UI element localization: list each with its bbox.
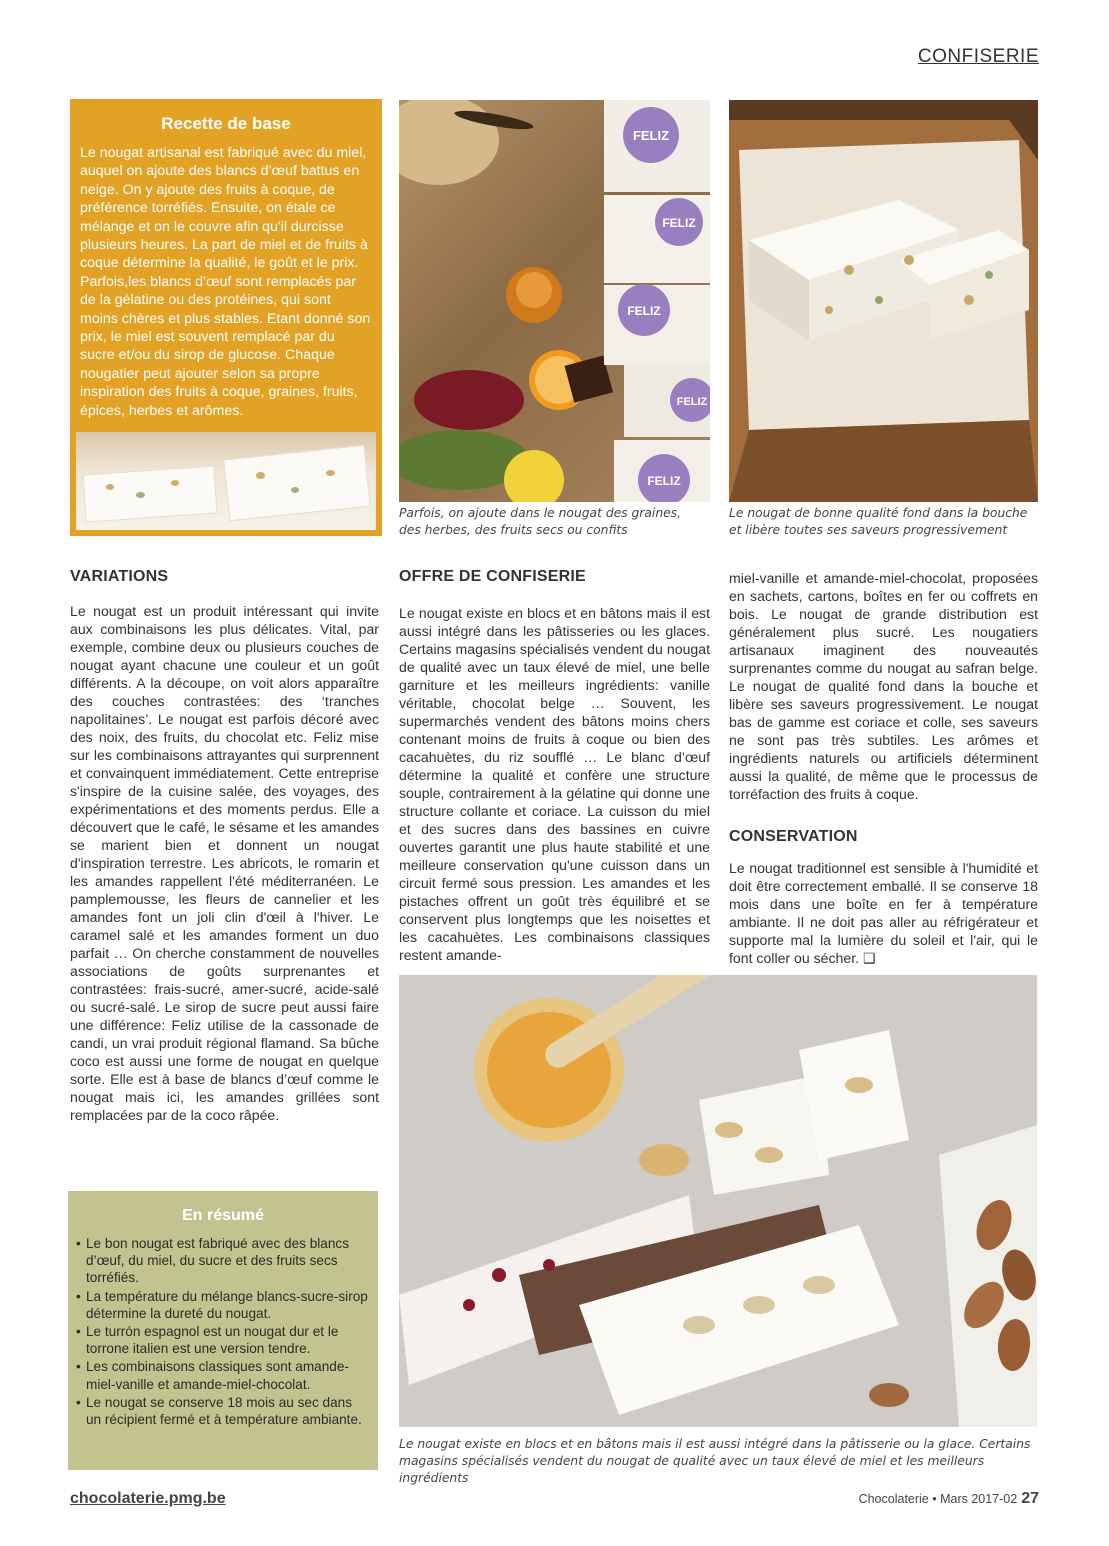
summary-item: • Les combinaisons classiques sont amande-miel-vanille et amande-miel-chocolat. (76, 1359, 349, 1392)
bullet: • (76, 1288, 81, 1304)
footer-website-link[interactable]: chocolaterie.pmg.be (70, 1490, 226, 1507)
photo2-caption: Le nougat de bonne qualité fond dans la bouche et libère toutes ses saveurs progressivement (729, 506, 1028, 537)
recipe-box (70, 99, 382, 536)
recipe-nougat-photo (76, 432, 376, 530)
end-mark: ❑ (862, 950, 876, 966)
package-label: FELIZ (627, 304, 661, 318)
ingredients-photo (399, 100, 710, 502)
package-label: FELIZ (632, 128, 670, 143)
footer-issue (859, 1490, 1039, 1508)
offre-heading: OFFRE DE CONFISERIE (399, 568, 586, 585)
recipe-title: Recette de base (161, 114, 291, 133)
bullet: • (76, 1324, 81, 1340)
bullet: • (76, 1394, 81, 1410)
variations-heading: VARIATIONS (70, 568, 169, 585)
issue-label: Chocolaterie • Mars 2017-02 (858, 1492, 1018, 1506)
summary-title: En résumé (182, 1207, 264, 1224)
summary-item: • Le nougat se conserve 18 mois au sec dans un récipient fermé et à température ambiante. (76, 1394, 362, 1428)
offre-text: Le nougat existe en blocs et en bâtons mais il est aussi intégré dans les pâtisseries ou les glaces. Certains magasins spécialisés vendent du nougat de qualité avec un taux élevé de miel, une belle garniture et les meilleurs ingrédients: vanille véritable, chocolat belge … Souvent, les supermarchés vendent des bâtons moins chers contenant moins de fruits à coque ou bien des cacahuètes, du riz soufflé … Le blanc d’œuf détermine la qualité et confère une structure souple, contrairement à la gélatine qui donne une structure collante et coriace. La cuisson du miel et des sucres dans des bassines en cuivre ouvertes garantit une plus haute stabilité et une meilleure conservation qu'une cuisson dans un circuit fermé sous pression. Les amandes et les pistaches offrent un goût très équilibré et se conservent plus longtemps que les noisettes et les cacahuètes. Les combinaisons classiques restent amande- (399, 605, 710, 963)
photo1-caption: Parfois, on ajoute dans le nougat des graines, des herbes, des fruits secs ou confits (399, 506, 681, 537)
package-label: FELIZ (662, 216, 696, 230)
summary-item: • Le bon nougat est fabriqué avec des blancs d’œuf, du miel, du sucre et des fruits secs torréfiés. (76, 1236, 350, 1286)
variations-text: Le nougat est un produit intéressant qui invite aux combinaisons les plus délicates. Vital, par exemple, combine deux ou plusieurs couches de nougat ayant chacune une couleur et un goût différents. A la découpe, on voit alors apparaître des couches contrastées: des ‘tranches napolitaines’. Le nougat est parfois décoré avec des noix, des fruits, du chocolat etc. Feliz mise sur les combinaisons attrayantes qui surprennent et convainquent immédiatement. Cette entreprise s'inspire de la cuisine salée, des voyages, des expérimentations et des moments perdus. Elle a découvert que le café, le sésame et les amandes se marient bien et donnent un nougat d'inspiration terrestre. Les abricots, le romarin et les amandes rappellent l'été méditerranéen. Le pamplemousse, les fleurs de cannelier et les amandes font un joli clin d'œil à l'hiver. Le caramel salé et les amandes forment un duo parfait … On cherche constamment de nouvelles associations de goûts surprenantes et contrastées: frais-sucré, amer-sucré, acide-salé ou sucré-salé. Le sirop de sucre peut aussi faire une différence: Feliz utilise de la cassonade de candi, un vrai produit régional flamand. Sa bûche coco est aussi une forme de nougat en quelque sorte. Elle est à base de blancs d’œuf comme le nougat mais ici, les amandes grillées sont remplacées par de la coco râpée. (70, 603, 379, 1123)
bullet: • (76, 1236, 81, 1251)
summary-item: • Le turrón espagnol est un nougat dur et le torrone italien est une version tendre. (76, 1324, 339, 1357)
summary-item: • La température du mélange blancs-sucre-sirop détermine la dureté du nougat. (76, 1288, 368, 1321)
conservation-heading: CONSERVATION (729, 828, 858, 845)
section-label: CONFISERIE (917, 46, 1039, 67)
honey-nougat-photo (399, 975, 1037, 1427)
summary-list (76, 1235, 368, 1429)
conservation-text: Le nougat traditionnel est sensible à l'humidité et doit être correctement emballé. Il se conserve 18 mois dans une boîte en fer à température ambiante. Il ne doit pas aller au réfrigérateur et supporte mal la lumière du soleil et l'air, qui le font coller ou sécher. ❑ (729, 860, 1038, 966)
package-label: FELIZ (676, 396, 708, 408)
photo3-caption: Le nougat existe en blocs et en bâtons mais il est aussi intégré dans la pâtisserie ou la glace. Certains magasins spécialisés vendent du nougat de qualité avec un taux élevé de miel et les meilleurs ingrédients (399, 1437, 1031, 1485)
offre-text-continued: miel-vanille et amande-miel-chocolat, proposées en sachets, cartons, boîtes en fer ou coffrets en bois. Le nougat de grande distribution est généralement plus sucré. Les nougatiers artisanaux imaginent des nouveautés surprenantes comme du nougat au safran belge. Le nougat de qualité fond dans la bouche et libère ses saveurs progressivement. Le nougat bas de gamme est coriace et colle, ses saveurs ne sont pas très subtiles. Les arômes et ingrédients naturels ou artificiels déterminent aussi la qualité, de même que le processus de torréfaction des fruits à coque. (729, 570, 1038, 802)
recipe-text: Le nougat artisanal est fabriqué avec du miel, auquel on ajoute des blancs d’œuf battus en neige. On y ajoute des fruits à coque, de préférence torréfiés. Ensuite, on étale ce mélange et on le couvre afin qu'il durcisse plusieurs heures. La part de miel et de fruits à coque détermine la qualité, le goût et le prix. Parfois,les blancs d’œuf sont remplacés par de la gélatine ou des protéines, qui sont moins chères et plus stables. Etant donné son prix, le miel est souvent remplacé par du sucre et/ou du sirop de glucose. Chaque nougatier peut ajouter selon sa propre inspiration des fruits à coque, graines, fruits, épices, herbes et arômes. (80, 145, 371, 419)
page-number: 27 (1021, 1490, 1039, 1507)
summary-box (68, 1191, 378, 1470)
package-label: FELIZ (647, 474, 681, 488)
nougat-tray-photo (729, 100, 1038, 502)
bullet: • (76, 1359, 81, 1375)
